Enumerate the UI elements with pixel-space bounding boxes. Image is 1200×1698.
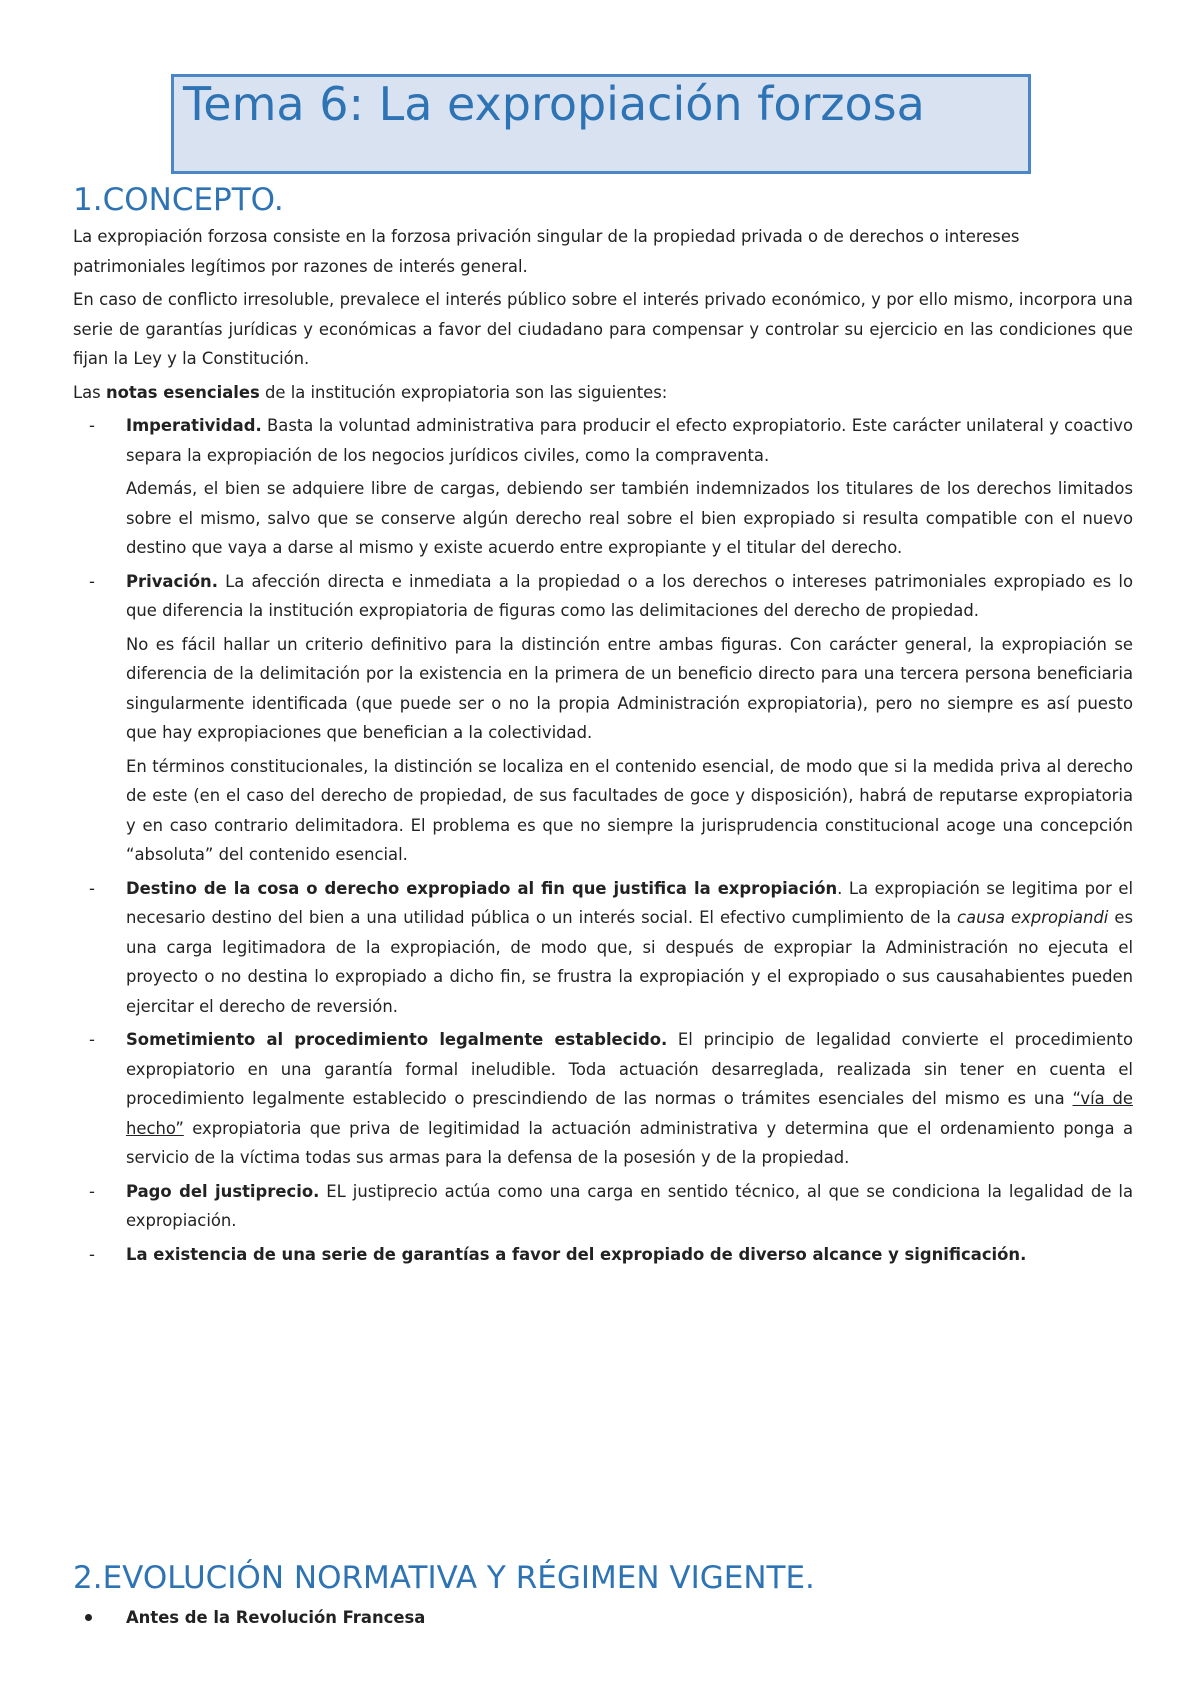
paragraph <box>73 378 1133 408</box>
list-item-imperatividad <box>73 411 1133 470</box>
sub-paragraph: No es fácil hallar un criterio definitivo para la distinción entre ambas figuras. Con carácter general, la expropiación se diferencia de la delimitación por la existencia en la primera de un beneficio directo para una tercera persona beneficiaria singularmente identificada (que puede ser o no la propia Administración expropiatoria), pero no siempre es así puesto que hay expropiaciones que benefician a la colectividad. <box>126 634 1133 742</box>
item-title: Imperatividad. <box>126 416 262 435</box>
section-body-concepto <box>73 222 1133 1273</box>
sub-paragraph: Además, el bien se adquiere libre de cargas, debiendo ser también indemnizados los titulares de los derechos limitados sobre el mismo, salvo que se conserve algún derecho real sobre el bien expropiado si resulta compatible con el nuevo destino que vaya a darse al mismo y existe acuerdo entre expropiante y el titular del derecho. <box>126 479 1133 557</box>
item-text: Basta la voluntad administrativa para producir el efecto expropiatorio. Este carácter unilateral y coactivo separa la expropiación de los negocios jurídicos civiles, como la compraventa. <box>126 416 1133 465</box>
underlined-text: “vía de hecho” <box>126 1089 1133 1138</box>
item-text: . La expropiación se legitima por el necesario destino del bien a una utilidad pública o un interés social. El efectivo cumplimiento de la <box>126 878 1133 927</box>
list-dash: - <box>89 416 95 435</box>
list-item-garantias <box>73 1240 1133 1270</box>
list-item-sometimiento <box>73 1025 1133 1173</box>
item-title: Destino de la cosa o derecho expropiado al fin que justifica la expropiación <box>126 878 838 898</box>
paragraph: La expropiación forzosa consiste en la forzosa privación singular de la propiedad privada o de derechos o intereses patrimoniales legítimos por razones de interés general. <box>73 227 1020 276</box>
bullet-icon <box>85 1614 92 1621</box>
sub-paragraph: En términos constitucionales, la distinción se localiza en el contenido esencial, de modo que si la medida priva al derecho de este (en el caso del derecho de propiedad, de sus facultades de goce y disposición), habrá de reputarse expropiatoria y en caso contrario delimitadora. El problema es que no siempre la jurisprudencia constitucional acoge una concepción “absoluta” del contenido esencial. <box>126 756 1133 864</box>
text: Las <box>73 382 106 402</box>
bullet-text: Antes de la Revolución Francesa <box>126 1608 426 1627</box>
section-heading-evolucion: 2.EVOLUCIÓN NORMATIVA Y RÉGIMEN VIGENTE. <box>73 1560 815 1596</box>
item-title: Privación. <box>126 571 218 591</box>
list-dash: - <box>89 878 95 898</box>
list-item-destino <box>73 874 1133 1022</box>
text: de la institución expropiatoria son las siguientes: <box>259 382 668 402</box>
bold-text: notas esenciales <box>105 382 260 402</box>
section-heading-concepto: 1.CONCEPTO. <box>73 182 284 218</box>
page-title: Tema 6: La expropiación forzosa <box>183 77 925 131</box>
list-dash: - <box>89 1030 95 1049</box>
item-title: Pago del justiprecio. <box>126 1181 320 1201</box>
item-title: La existencia de una serie de garantías a favor del expropiado de diverso alcance y significación. <box>126 1244 1027 1264</box>
list-dash: - <box>89 1181 95 1201</box>
paragraph: En caso de conflicto irresoluble, prevalece el interés público sobre el interés privado económico, y por ello mismo, incorpora una serie de garantías jurídicas y económicas a favor del ciudadano para compensar y controlar su ejercicio en las condiciones que fijan la Ley y la Constitución. <box>73 290 1133 368</box>
item-text: es una carga legitimadora de la expropiación, de modo que, si después de expropiar la Administración no ejecuta el proyecto o no destina lo expropiado a dicho fin, se frustra la expropiación y el expropiado o sus causahabientes pueden ejercitar el derecho de reversión. <box>126 908 1133 1016</box>
italic-text: causa expropiandi <box>957 908 1109 927</box>
item-text: EL justiprecio actúa como una carga en sentido técnico, al que se condiciona la legalidad de la expropiación. <box>126 1181 1133 1230</box>
item-text: La afección directa e inmediata a la propiedad o a los derechos o intereses patrimoniales expropiado es lo que diferencia la institución expropiatoria de figuras como las delimitaciones del derecho de propiedad. <box>126 571 1133 620</box>
list-dash: - <box>89 571 95 591</box>
item-text: El principio de legalidad convierte el procedimiento expropiatorio en una garantía formal ineludible. Toda actuación desarreglada, realizada sin tener en cuenta el procedimiento legalmente establecido o prescindiendo de las normas o trámites esenciales del mismo es una <box>126 1030 1133 1108</box>
item-title: Sometimiento al procedimiento legalmente establecido. <box>126 1030 668 1049</box>
item-text: expropiatoria que priva de legitimidad la actuación administrativa y determina que el ordenamiento ponga a servicio de la víctima todas sus armas para la defensa de la posesión y de la propiedad. <box>126 1118 1133 1167</box>
list-dash: - <box>89 1244 95 1264</box>
bullet-list-item <box>73 1603 1133 1633</box>
list-item-privacion <box>73 567 1133 626</box>
list-item-pago <box>73 1177 1133 1236</box>
